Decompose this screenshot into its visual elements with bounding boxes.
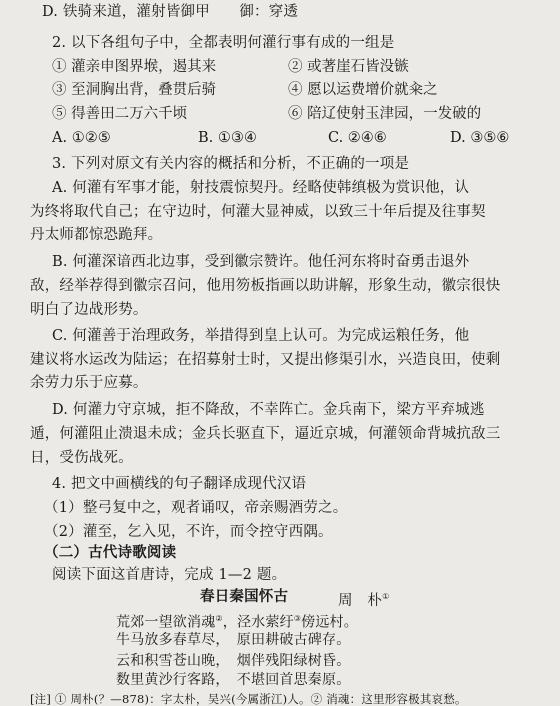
q3-b-line1: B. 何灌深谙西北边事，受到徽宗赞许。他任河东将时奋勇击退外 <box>52 254 470 270</box>
q2-answer-a: A. ①②⑤ <box>52 130 111 146</box>
poem-line-1: 荒郊一望欲消魂②，泾水萦纡③傍远村。 <box>116 614 358 631</box>
q2-option-6: ⑥ 陪辽使射玉津园，一发破的 <box>288 106 482 122</box>
poem-line-4: 数里黄沙行客路， 不堪回首思秦原。 <box>116 672 351 688</box>
q2-option-3: ③ 至洞胸出背，叠贯后骑 <box>52 82 217 98</box>
q2-answer-d: D. ③⑤⑥ <box>450 130 510 146</box>
q2-option-5: ⑤ 得善田二万六千顷 <box>52 106 188 122</box>
poem-line-3: 云和积雪苍山晚， 烟伴残阳绿树昏。 <box>116 653 351 669</box>
footnote: [注] ① 周朴(？—878)：字太朴，吴兴(今属浙江)人。② 消魂：这里形容极其哀愁。 <box>30 692 467 706</box>
q3-d-line1: D. 何灌力守京城，拒不降敌，不幸阵亡。金兵南下，梁方平弃城逃 <box>52 402 485 418</box>
poem-author-name: 周 朴 <box>338 592 383 609</box>
q3-c-line2: 建议将水运改为陆运；在招募射士时，又提出修渠引水，兴造良田，使剩 <box>30 352 501 368</box>
q4-stem: 4. 把文中画横线的句子翻译成现代汉语 <box>52 476 307 492</box>
poem-author <box>338 587 389 611</box>
poem-author-footnote-mark: ① <box>382 592 390 601</box>
footnote-mark: ② <box>215 614 223 623</box>
q3-stem: 3. 下列对原文有关内容的概括和分析，不正确的一项是 <box>52 156 410 172</box>
q3-a-line2: 为终将取代自己；在守边时，何灌大显神威，以致三十年后提及往事契 <box>30 204 486 220</box>
q3-b-line2: 敌，经举荐得到徽宗召问，他用笏板指画以助讲解，形象生动，徽宗很快 <box>30 278 501 294</box>
poem-intro: 阅读下面这首唐诗，完成 1—2 题。 <box>52 567 287 583</box>
q2-option-2: ② 或著崖石皆没镞 <box>288 59 409 75</box>
q3-d-line2: 遁，何灌阻止溃退未成；金兵长驱直下，逼近京城，何灌领命背城抗敌三 <box>30 426 501 442</box>
q3-c-line1: C. 何灌善于治理政务，举措得到皇上认可。为完成运粮任务，他 <box>52 328 470 344</box>
q2-stem: 2. 以下各组句子中，全都表明何灌行事有成的一组是 <box>52 35 395 51</box>
q3-b-line3: 明白了边战形势。 <box>30 302 148 318</box>
q3-d-line3: 日，受伤战死。 <box>30 450 133 466</box>
footnote-mark: ③ <box>293 614 302 623</box>
q4-sentence-2: （2）灌至，乞入见，不许，而令控守西隅。 <box>44 524 333 540</box>
q2-answer-c: C. ②④⑥ <box>328 130 387 146</box>
q2-option-1: ① 灌亲申图界堠，遏其来 <box>52 59 217 75</box>
q2-answer-b: B. ①③④ <box>198 130 257 146</box>
poem-title: 春日秦国怀古 <box>200 588 289 605</box>
q2-option-4: ④ 愿以运费增价就籴之 <box>288 82 438 98</box>
q3-c-line3: 余劳力乐于应募。 <box>30 375 148 391</box>
q3-a-line1: A. 何灌有军事才能，射技震惊契丹。经略使韩缜极为赏识他，认 <box>52 180 470 196</box>
q3-a-line3: 丹太师都惊恐跪拜。 <box>30 227 163 243</box>
q1-option-d: D. 铁骑来道，灌射皆御甲 御：穿透 <box>42 4 299 20</box>
section-heading: （二）古代诗歌阅读 <box>44 544 177 561</box>
q4-sentence-1: （1）整弓复中之，观者诵叹，帝亲赐酒劳之。 <box>44 500 348 516</box>
poem-line-2: 牛马放多春草尽， 原田耕破古碑存。 <box>116 632 351 648</box>
